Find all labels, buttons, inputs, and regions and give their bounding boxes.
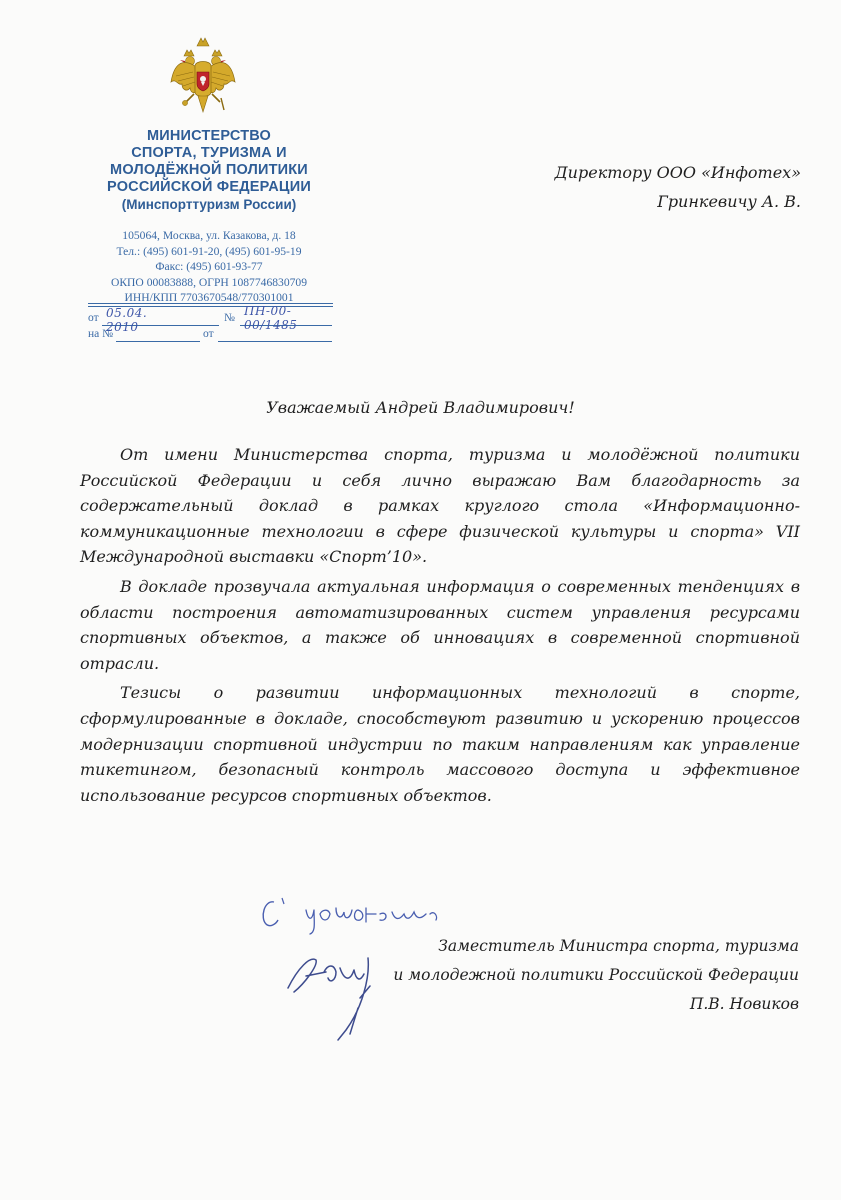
letter-body: [80, 442, 800, 812]
date-handwritten: 05.04. 2010: [106, 306, 148, 334]
contact-address: 105064, Москва, ул. Казакова, д. 18: [122, 229, 296, 242]
ministry-line: СПОРТА, ТУРИЗМА И: [131, 145, 287, 161]
signer-block: [393, 932, 799, 1019]
ministry-line: МОЛОДЁЖНОЙ ПОЛИТИКИ: [110, 162, 308, 178]
paragraph: В докладе прозвучала актуальная информация о современных тенденциях в области построения автоматизированных систем управления ресурсами спортивных объектов, а также об инновациях в современной спортивной отрасли.: [80, 576, 800, 673]
addressee-line: Гринкевичу А. В.: [657, 192, 801, 211]
contact-phone: Тел.: (495) 601-91-20, (495) 601-95-19: [116, 244, 302, 258]
greeting: Уважаемый Андрей Владимирович!: [266, 398, 575, 417]
contact-okpo-ogrn: ОКПО 00083888, ОГРН 1087746830709: [110, 275, 308, 289]
ref-from-underline: [218, 341, 332, 342]
contact-inn-kpp: ИНН/КПП 7703670548/770301001: [124, 291, 294, 304]
ministry-short-name: (Минспорттуризм России): [121, 197, 297, 212]
number-handwritten: ПН-00-00/1485: [244, 304, 298, 332]
ref-underline: [116, 341, 200, 342]
ministry-line: РОССИЙСКОЙ ФЕДЕРАЦИИ: [107, 179, 311, 195]
ministry-contacts: [78, 228, 340, 306]
ministry-line: МИНИСТЕРСТВО: [146, 128, 272, 144]
contact-fax: Факс: (495) 601-93-77: [155, 260, 263, 273]
signer-position: Заместитель Министра спорта, туризма: [438, 937, 799, 955]
addressee: [555, 158, 801, 216]
date-prefix: от: [88, 312, 99, 324]
number-prefix: №: [224, 312, 235, 324]
double-headed-eagle-emblem-icon: [168, 36, 238, 120]
ref-prefix: на №: [88, 328, 114, 340]
addressee-line: Директору ООО «Инфотех»: [554, 163, 801, 182]
paragraph: От имени Министерства спорта, туризма и молодёжной политики Российской Федерации и себя лично выражаю Вам благодарность за содержательный доклад в рамках круглого стола «Информационно-коммуникационные технологии в сфере физической культуры и спорта» VII Международной выставки «Спорт’10».: [80, 445, 800, 567]
ministry-name: [78, 128, 340, 213]
signer-name: П.В. Новиков: [689, 995, 799, 1013]
ref-from-prefix: от: [203, 328, 214, 340]
paragraph: Тезисы о развитии информационных технологий в спорте, сформулированные в докладе, способствуют развитию и ускорению процессов модернизации спортивной индустрии по таким направлениям как управление тикетингом, безопасный контроль массового доступа и эффективное использование ресурсов спортивных объектов.: [80, 683, 800, 805]
signer-position: и молодежной политики Российской Федерации: [393, 966, 799, 984]
